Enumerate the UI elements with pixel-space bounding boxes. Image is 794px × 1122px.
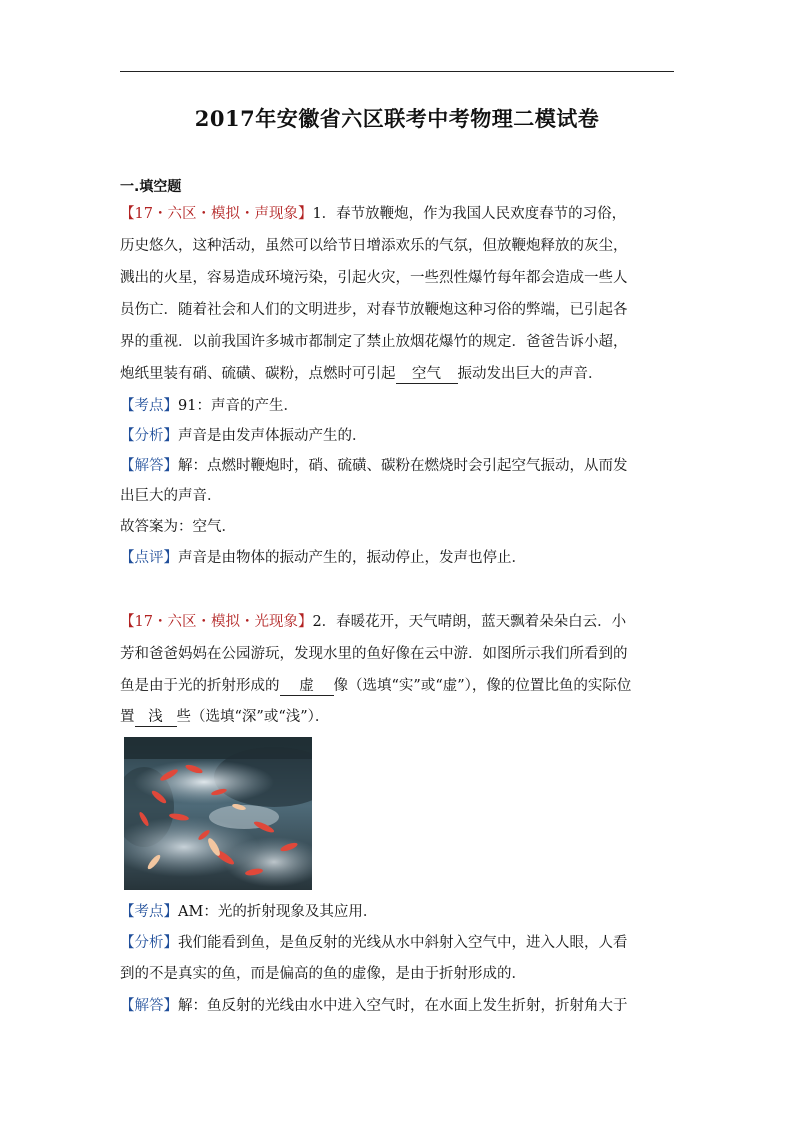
question-2-text: 鱼是由于光的折射形成的 <box>120 678 280 694</box>
page-title: 2017年安徽省六区联考中考物理二模试卷 <box>194 106 600 131</box>
jieda-text: 解：点燃时鞭炮时，硝、硫磺、碳粉在燃烧时会引起空气振动，从而发 <box>178 458 628 474</box>
fenxi-label: 【分析】 <box>120 935 178 951</box>
question-2-line: 芳和爸爸妈妈在公园游玩，发现水里的鱼好像在云中游．如图所示我们所看到的 <box>120 646 628 662</box>
kaodian-text: 91：声音的产生． <box>178 398 298 414</box>
jieda-row <box>120 456 680 476</box>
question-1-text: 1．春节放鞭炮，作为我国人民欢度春节的习俗， <box>312 206 627 222</box>
question-2-text: 些（选填“深”或“浅”）． <box>176 709 330 725</box>
question-1-line <box>120 204 680 224</box>
question-2-text: 像（选填“实”或“虚”），像的位置比鱼的实际位 <box>333 678 632 694</box>
answer-blank: 虚 <box>280 677 334 696</box>
question-2-tag: 【17・六区・模拟・光现象】 <box>120 614 313 630</box>
jieda-label: 【解答】 <box>120 458 178 474</box>
question-1-line: 历史悠久，这种活动，虽然可以给节日增添欢乐的气氛，但放鞭炮释放的灰尘， <box>120 238 628 254</box>
question-1-line: 员伤亡．随着社会和人们的文明进步，对春节放鞭炮这种习俗的弊端，已引起各 <box>120 302 628 318</box>
kaodian-label: 【考点】 <box>120 398 178 414</box>
answer-blank: 浅 <box>135 708 177 727</box>
jieda-text: 解：鱼反射的光线由水中进入空气时，在水面上发生折射，折射角大于 <box>178 998 628 1014</box>
question-2-text: 2．春暖花开，天气晴朗，蓝天飘着朵朵白云．小 <box>312 614 627 630</box>
fish-pond-photo <box>124 737 312 890</box>
fenxi-label: 【分析】 <box>120 428 178 444</box>
answer-blank: 空气 <box>396 365 458 384</box>
fenxi-row: 到的不是真实的鱼，而是偏高的鱼的虚像，是由于折射形成的． <box>120 966 526 982</box>
question-2-line <box>120 676 680 696</box>
jieda-row: 出巨大的声音． <box>120 488 222 504</box>
dianping-text: 声音是由物体的振动产生的，振动停止，发声也停止． <box>178 550 526 566</box>
kaodian-text: AM：光的折射现象及其应用． <box>178 904 378 920</box>
question-2-line <box>120 707 680 727</box>
question-1-line: 溅出的火星，容易造成环境污染，引起火灾，一些烈性爆竹每年都会造成一些人 <box>120 270 628 286</box>
fenxi-text: 我们能看到鱼，是鱼反射的光线从水中斜射入空气中，进入人眼，人看 <box>178 935 628 951</box>
question-2-line <box>120 612 680 632</box>
kaodian-row <box>120 902 680 922</box>
question-1-text: 炮纸里装有硝、硫磺、碳粉，点燃时可引起 <box>120 366 396 382</box>
fenxi-row <box>120 933 680 953</box>
jieda-row <box>120 996 680 1016</box>
dianping-label: 【点评】 <box>120 550 178 566</box>
question-1-tag: 【17・六区・模拟・声现象】 <box>120 206 313 222</box>
question-1-line: 界的重视．以前我国许多城市都制定了禁止放烟花爆竹的规定．爸爸告诉小超， <box>120 334 628 350</box>
fenxi-row <box>120 426 680 446</box>
answer-row: 故答案为：空气． <box>120 519 236 535</box>
kaodian-label: 【考点】 <box>120 904 178 920</box>
kaodian-row <box>120 396 680 416</box>
question-1-text: 振动发出巨大的声音． <box>457 366 603 382</box>
section-heading: 一.填空题 <box>120 179 182 195</box>
fenxi-text: 声音是由发声体振动产生的． <box>178 428 367 444</box>
jieda-label: 【解答】 <box>120 998 178 1014</box>
header-rule <box>120 71 674 72</box>
question-2-text: 置 <box>120 709 135 725</box>
dianping-row <box>120 548 680 568</box>
question-1-line <box>120 364 680 384</box>
